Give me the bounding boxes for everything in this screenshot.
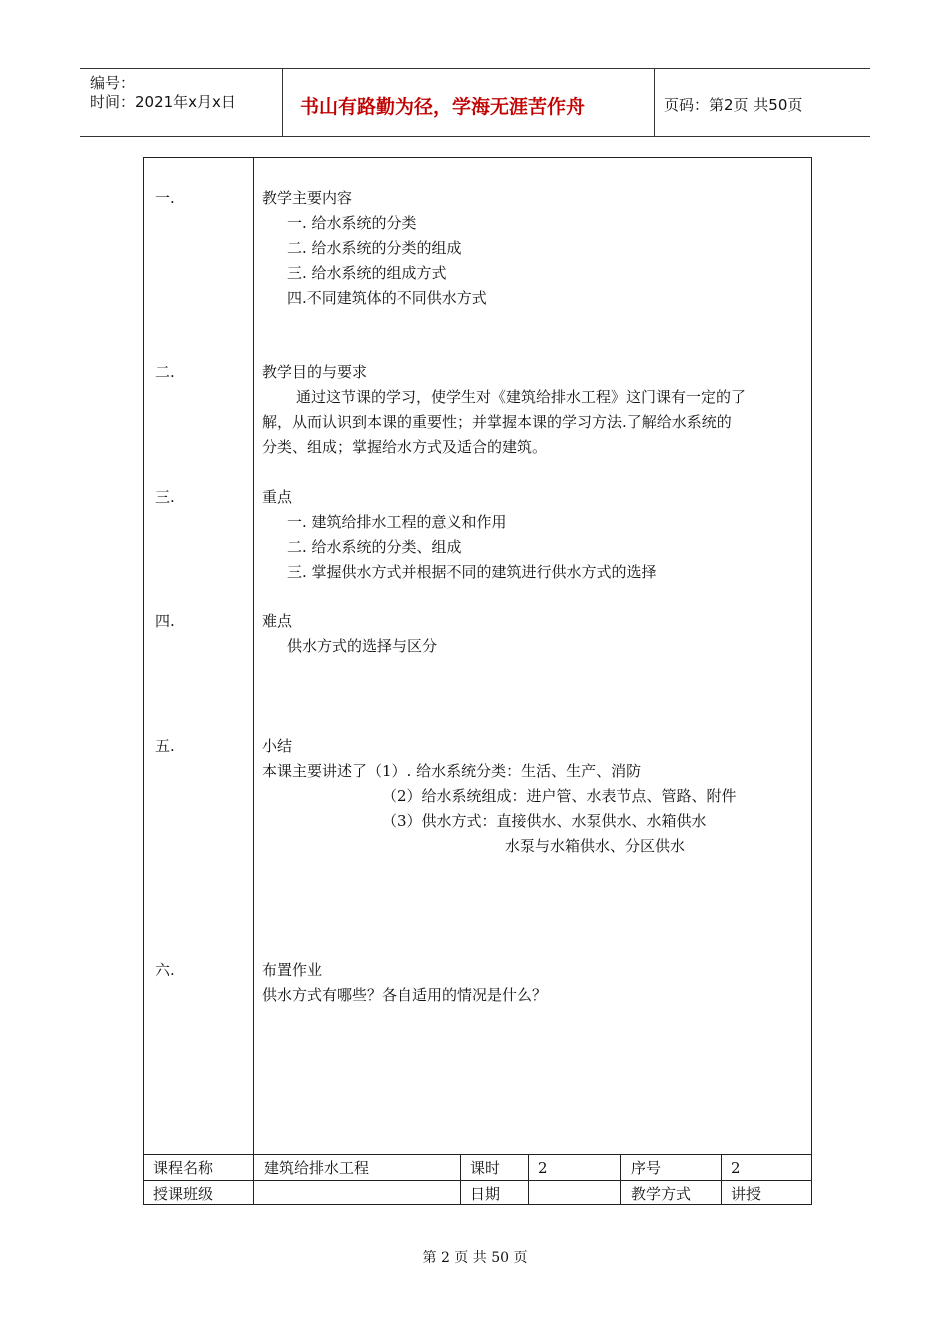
hours-value: 2 xyxy=(538,1159,548,1177)
section-title: 小结 xyxy=(262,737,293,755)
section-line: 通过这节课的学习，使学生对《建筑给排水工程》这门课有一定的了 xyxy=(296,388,747,406)
header-time: 时间：2021年x月x日 xyxy=(90,93,236,111)
table-divider xyxy=(721,1154,722,1205)
section-number: 四. xyxy=(155,612,175,630)
section-line: 二. 给水系统的分类的组成 xyxy=(287,239,462,257)
seq-label: 序号 xyxy=(631,1159,662,1177)
section-title: 难点 xyxy=(262,612,293,630)
header-motto: 书山有路勤为径，学海无涯苦作舟 xyxy=(300,96,586,118)
section-line: 一. 建筑给排水工程的意义和作用 xyxy=(287,513,507,531)
method-value: 讲授 xyxy=(731,1185,762,1203)
section-number: 五. xyxy=(155,737,175,755)
header-top-rule xyxy=(80,68,870,69)
section-title: 布置作业 xyxy=(262,961,323,979)
table-rule xyxy=(143,1180,812,1181)
section-number: 二. xyxy=(155,363,175,381)
course-name-value: 建筑给排水工程 xyxy=(264,1159,370,1177)
table-rule xyxy=(143,1154,812,1155)
header-page-number: 页码：第2页 共50页 xyxy=(664,96,803,114)
section-line: 供水方式的选择与区分 xyxy=(287,637,438,655)
header-number: 编号： xyxy=(90,74,136,92)
section-line: 三. 掌握供水方式并根据不同的建筑进行供水方式的选择 xyxy=(287,563,657,581)
date-label: 日期 xyxy=(470,1185,501,1203)
table-divider xyxy=(528,1154,529,1205)
section-number: 六. xyxy=(155,961,175,979)
section-line: 供水方式有哪些？各自适用的情况是什么？ xyxy=(262,986,548,1004)
column-divider xyxy=(253,157,254,1205)
section-title: 教学主要内容 xyxy=(262,189,353,207)
lesson-plan-box xyxy=(143,157,812,1205)
section-line: （2）给水系统组成：进户管、水表节点、管路、附件 xyxy=(382,787,737,805)
section-line: 四.不同建筑体的不同供水方式 xyxy=(287,289,487,307)
section-line: 二. 给水系统的分类、组成 xyxy=(287,538,462,556)
section-number: 三. xyxy=(155,488,175,506)
class-label: 授课班级 xyxy=(153,1185,214,1203)
section-title: 教学目的与要求 xyxy=(262,363,368,381)
section-line: （3）供水方式：直接供水、水泵供水、水箱供水 xyxy=(382,812,707,830)
table-divider xyxy=(620,1154,621,1205)
course-name-label: 课程名称 xyxy=(153,1159,214,1177)
section-line: 一. 给水系统的分类 xyxy=(287,214,417,232)
section-number: 一. xyxy=(155,189,175,207)
header-divider xyxy=(654,68,655,136)
section-line: 三. 给水系统的组成方式 xyxy=(287,264,447,282)
seq-value: 2 xyxy=(731,1159,741,1177)
header-divider xyxy=(282,68,283,136)
section-line: 本课主要讲述了（1）. 给水系统分类：生活、生产、消防 xyxy=(262,762,642,780)
hours-label: 课时 xyxy=(470,1159,501,1177)
header-bottom-rule xyxy=(80,136,870,137)
method-label: 教学方式 xyxy=(631,1185,692,1203)
section-title: 重点 xyxy=(262,488,293,506)
section-line: 水泵与水箱供水、分区供水 xyxy=(505,837,686,855)
table-divider xyxy=(253,1154,254,1205)
section-line: 解，从而认识到本课的重要性；并掌握本课的学习方法.了解给水系统的 xyxy=(262,413,732,431)
section-line: 分类、组成；掌握给水方式及适合的建筑。 xyxy=(262,438,548,456)
table-divider xyxy=(460,1154,461,1205)
page-footer: 第 2 页 共 50 页 xyxy=(422,1250,528,1266)
